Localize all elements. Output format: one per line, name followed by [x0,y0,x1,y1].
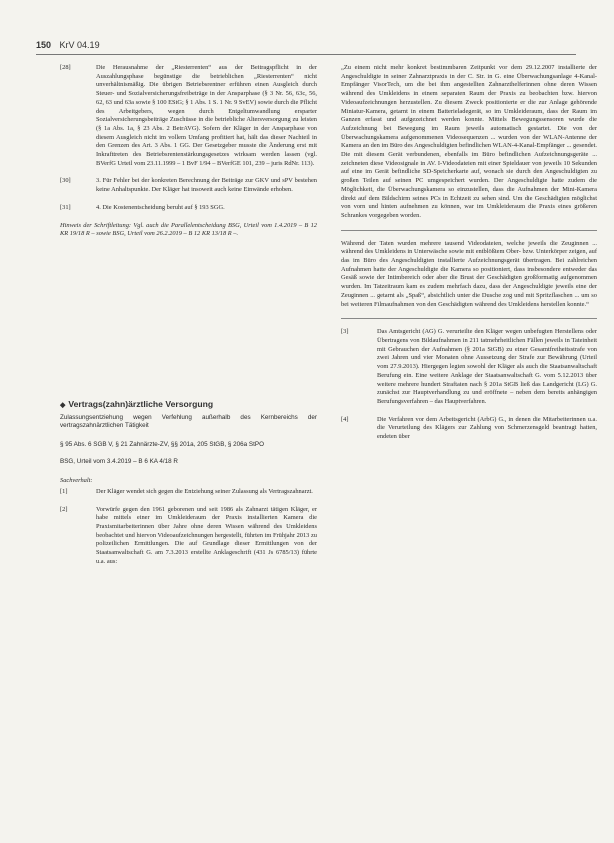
margin-number: [28] [60,64,71,71]
paragraph-31 [60,204,317,213]
divider [341,230,597,231]
paragraph-1 [60,488,317,497]
journal-issue: KrV 04.19 [59,40,100,50]
indictment-quote: „Zu einem nicht mehr konkret bestimmbaren Zeitpunkt vor dem 29.12.2007 installierte der Angeschuldigte in seiner Zahnarztpraxis in der C. Str. in G. eine Überwachungsanlage 4-Kanal-Empfänger VisorTech, um die bei ihm angestellten Zahnarzthelferinnen ohne deren Wissen während des Umkleidens in einem separaten Raum der Praxis zu beobachten bzw. hiervon Videoaufzeichnungen herzustellen. Zu diesem Zweck positionierte er die zur Anlage gehörende Miniatur-Kamera, getarnt in einem Batterieladegerät, so im Umkleideraum, dass der Raum im Ganzen erfasst und aufgezeichnet werden konnte. Mittels Bewegungssensoren wurde die Aufzeichnung bei Bewegung im Raum jeweils automatisch gestartet. Die von der Überwachungskamera aufgenommenen Videosequenzen ... wurden von der WLAN-Antenne der Kamera an den im Büro des Angeschuldigten befindlichen WLAN-4-Kanal-Empfänger ... gesendet. Die mit diesem Gerät verbundenen, ebenfalls im Büro befindlichen Aufzeichnungsgeräte ... zeichneten diese Videosignale in AV. I-Videodateien mit einer Spieldauer von jeweils 10 Sekunden auf eine im Gerät befindliche SD-Speicherkarte auf, wonach sie durch den Angeschuldigten zu großen Teilen auf seinen PC umgespeichert wurden. Der Angeschuldigte hatte zudem die Möglichkeit, die Überwachungskamera so einzustellen, dass die Aufnahmen der Mini-Kamera direkt auf dem Bildschirm seines PCs in Echtzeit zu sehen sind. Um die Geschädigten möglichst von vorn und hinten aufnehmen zu können, war im Umkleideraum die Praxis eines größeren Schrankes vorgegeben worden. [341,64,597,219]
indictment-quote-continued: Während der Taten wurden mehrere tausend Videodateien, welche jeweils die Zeuginnen ... während des Umkleidens in Unterwäsche sowie mit entblößtem Ober- bzw. Unterkörper zeigen, auf das im Büro des Angeschuldigten installierte Aufzeichnungsgerät übertragen. Bei zahlreichen Aufnahmen hatte der Angeschuldigte die Kamera so positioniert, dass insbesondere entweder das Gesäß sowie der Intimbereich oder aber die Brust der Geschädigten großformatig aufgenommen wurden. Im Tatzeitraum kam es zudem mehrfach dazu, dass der Angeschuldigte jeweils eine der Zeuginnen ... getarnt als „Spaß“, absichtlich unter die Dusche zog und mit Spritzflaschen ... um so bei weiteren Filmaufnahmen von den Geschädigten während des Umkleidens herstellen konnte.“ [341,239,597,308]
paragraph-28 [60,64,317,168]
paragraph-text: Die Herausnahme der „Riesterrenten“ aus der Beitragspflicht in der Auszahlungsphase begünstige die betrieblichen „Riesterrenten“ nicht unverhältnismäßig. Die übrigen Betriebsrentner erführen einen Ausgleich durch Steuer- und Sozialversicherungsfreibeträge in der Ansparphase (§ 3 Nr. 56, 63c, 56, 62, 63 und 63a sowie § 100 EStG; § 1 Abs. 1 S. 1 Nr. 9 SvEV) sowie durch die Pflicht des Arbeitgebers, wegen durch Entgeltumwandlung ersparter Sozialversicherungsbeiträge Zuschüsse in die betriebliche Altersversorgung zu leisten (§ 1a Abs. 1a, § 23 Abs. 2 BetrAVG). Sofern der Kläger in der Ansparphase von diesem Ausgleich nicht im vollem Umfang profitiert hat, hält das dieser Nachteil in den Grenzen des Art. 3 Abs. 1 GG. Der Gesetzgeber musste die Änderung erst mit Inkrafttreten des Betriebsrentenstärkungsgesetzes wirksam werden lassen (vgl. BVerfG Urteil vom 23.11.1999 – 1 BvF 1/94 – BVerfGE 101, 239 – juris RdNr. 113). [96,64,317,167]
margin-number: [2] [60,505,68,513]
page-number: 150 [36,40,52,50]
left-column [60,64,317,575]
paragraph-text: Vorwürfe gegen den 1961 geborenen und seit 1986 als Zahnarzt tätigen Kläger, er habe mittels einer im Umkleideraum der Praxis installierten Kamera die Praxismitarbeiterinnen über Jahre ohne deren Wissen während des Umkleidens beobachtet und hiervon Videoaufzeichnungen hergestellt, führten im Frühjahr 2013 zu polizeilichen Ermittlungen. Die auf Grundlage dieser Ermittlungen von der Staatsanwaltschaft G. am 7.3.2013 erstellte Anklageschrift (431 Js 6785/13) führte u.a. aus: [96,505,317,565]
paragraph-2 [60,506,317,567]
paragraph-text: 3. Für Fehler bei der konkreten Berechnung der Beiträge zur GKV und sPV bestehen keine Anhaltspunkte. Der Kläger hat insoweit auch keine Einwände erhoben. [96,177,317,194]
right-column [341,64,597,451]
paragraph-text: 4. Die Kostenentscheidung beruht auf § 193 SGG. [96,203,225,211]
divider [341,318,597,319]
court-citation: BSG, Urteil vom 3.4.2019 – B 6 KA 4/18 R [60,458,178,466]
diamond-icon: ◆ [60,401,66,409]
paragraph-3 [341,328,597,406]
paragraph-text: Das Amtsgericht (AG) G. verurteilte den Kläger wegen unbefugten Herstellens oder Übertragens von Bildaufnahmen in 211 tatmehrheitlichen Fällen jeweils in Tateinheit mit Gebrauchen der Aufnahmen (§ 201a StGB) zu einer Gesamtfreiheitsstrafe von zwei Jahren und vier Monaten ohne Aussetzung der Strafe zur Bewährung (Urteil vom 27.9.2013). Hiergegen legten sowohl der Kläger als auch die Staatsanwaltschaft Berufung ein. Eine weitere Anklage der Staatsanwaltschaft G. vom 5.12.2013 über weitere mehrere hundert Straftaten nach § 201a StGB ließ das Landgericht (LG) G. zunächst zur Hauptverhandlung zu und eröffnete – neben dem bereits anhängigen Berufungsverfahren – das Hauptverfahren. [377,328,597,405]
paragraph-30 [60,177,317,194]
facts-heading: Sachverhalt: [60,477,93,485]
paragraph-text: Der Kläger wendet sich gegen die Entziehung seiner Zulassung als Vertragszahnarzt. [96,487,313,495]
paragraph-4 [341,416,597,442]
norms-list: § 95 Abs. 6 SGB V, § 21 Zahnärzte-ZV, §§ 201a, 205 StGB, § 206a StPO [60,440,264,448]
editor-note: Hinweis der Schriftleitung: Vgl. auch die Parallelentscheidung BSG, Urteil vom 1.4.2019 – B 12 KR 19/18 R – sowie BSG, Urteil vom 26.2.2019 – B 12 KR 13/18 R –. [60,221,317,238]
decision-subheading: Zulassungsentziehung wegen Verfehlung außerhalb des Kernbereichs der vertragszahnärztlichen Tätigkeit [60,413,317,430]
margin-number: [1] [60,487,68,495]
section-title: ◆ Vertrags(zahn)ärztliche Versorgung [60,398,214,409]
paragraph-text: Die Verfahren vor dem Arbeitsgericht (ArbG) G., in denen die Mitarbeiterinnen u.a. die Verurteilung des Klägers zur Zahlung von Schmerzensgeld beantragt hatten, endeten über [377,415,597,441]
spacer [60,248,317,400]
page-header [36,40,576,54]
margin-number: [30] [60,177,71,185]
margin-number: [3] [341,328,349,336]
margin-number: [4] [341,415,349,423]
header-rule [36,54,576,55]
margin-number: [31] [60,203,71,211]
